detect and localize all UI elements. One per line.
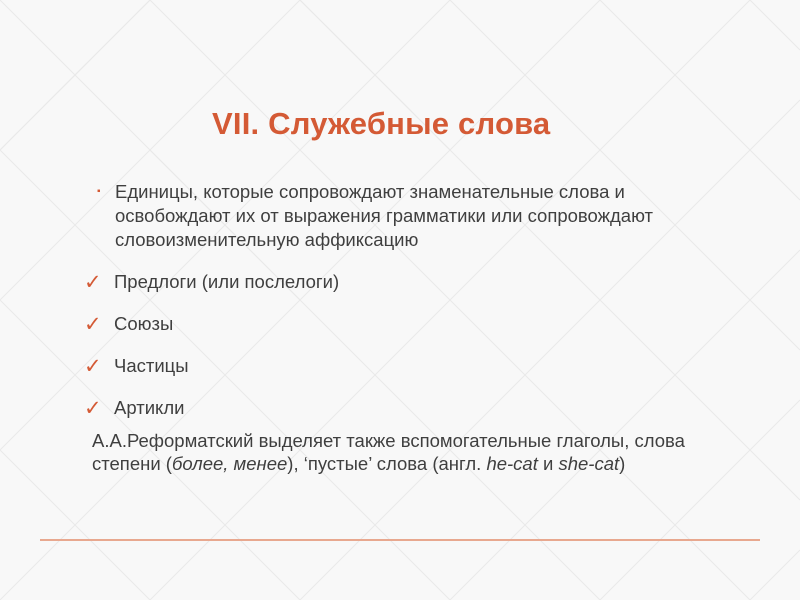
note-text: ), ‘пустые’ слова (англ.: [287, 452, 487, 474]
square-bullet-icon: ▪: [97, 186, 101, 197]
list-item-label: Предлоги (или послелоги): [114, 271, 340, 292]
slide-title: VII. Служебные слова: [212, 106, 551, 141]
note-italic-example: she-cat: [558, 452, 620, 474]
note-text: А.А.Реформатский выделяет также вспомогательные глаголы, слова степени (: [92, 430, 685, 474]
checkmark-icon: ✓: [84, 270, 102, 294]
note-text: и: [537, 452, 559, 474]
list-item: [84, 345, 339, 387]
intro-text: Единицы, которые сопровождают знаменательные слова и освобождают их от выражения грамматики или сопровождают словоизменительную аффиксацию: [115, 181, 654, 250]
checkmark-icon: ✓: [84, 312, 102, 336]
note-italic-example: более, менее: [171, 452, 288, 474]
intro-paragraph: [97, 180, 717, 252]
list-item-label: Союзы: [114, 313, 174, 334]
footer-divider: [40, 539, 760, 541]
list-item-label: Артикли: [114, 397, 185, 418]
note-italic-example: he-cat: [486, 452, 538, 474]
list-item: [84, 303, 339, 345]
note-paragraph: [92, 430, 692, 475]
list-item: [84, 261, 339, 303]
checklist: [84, 261, 339, 429]
note-text: ): [619, 452, 626, 474]
checkmark-icon: ✓: [84, 396, 102, 420]
checkmark-icon: ✓: [84, 354, 102, 378]
list-item: [84, 387, 339, 429]
list-item-label: Частицы: [114, 355, 189, 376]
